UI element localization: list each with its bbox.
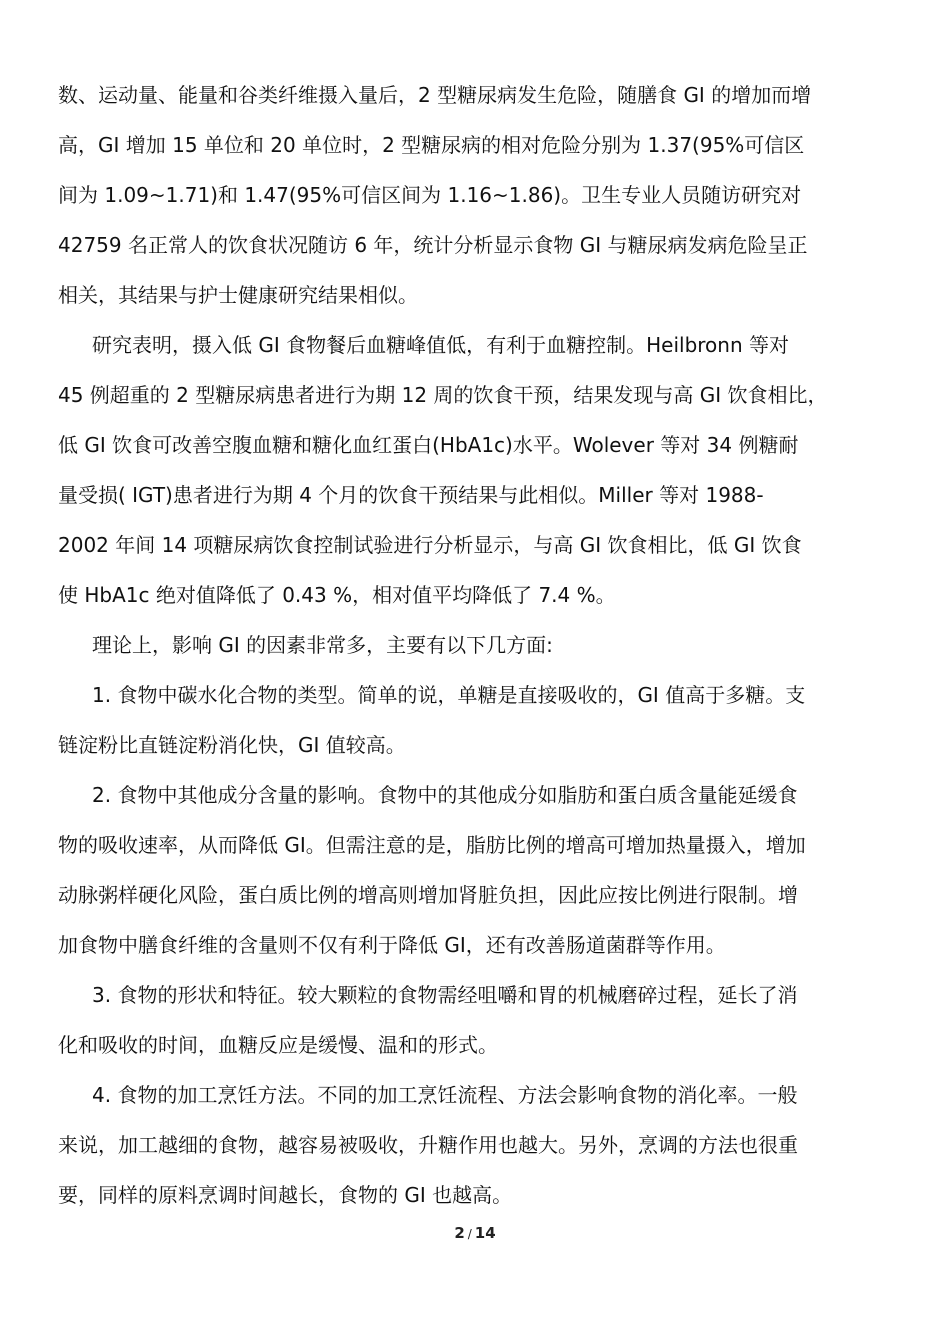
text-line: 研究表明，摄入低 GI 食物餐后血糖峰值低，有利于血糖控制。Heilbronn 等对 (92, 333, 789, 357)
text-line: 使 HbA1c 绝对值降低了 0.43 %，相对值平均降低了 7.4 %。 (58, 583, 616, 607)
page-number (0, 1224, 950, 1242)
current-page-number: 2 (454, 1224, 465, 1242)
paragraph (58, 70, 900, 320)
text-line: 45 例超重的 2 型糖尿病患者进行为期 12 周的饮食干预，结果发现与高 GI 饮食相比， (58, 383, 828, 407)
text-line: 2. 食物中其他成分含量的影响。食物中的其他成分如脂肪和蛋白质含量能延缓食 (92, 783, 798, 807)
list-item (58, 670, 900, 770)
text-line: 加食物中膳食纤维的含量则不仅有利于降低 GI，还有改善肠道菌群等作用。 (58, 933, 726, 957)
text-line: 量受损( IGT)患者进行为期 4 个月的饮食干预结果与此相似。Miller 等对 1988- (58, 483, 764, 507)
total-pages: 14 (474, 1224, 496, 1242)
text-line: 高，GI 增加 15 单位和 20 单位时，2 型糖尿病的相对危险分别为 1.37(95%可信区 (58, 133, 805, 157)
text-line: 2002 年间 14 项糖尿病饮食控制试验进行分析显示，与高 GI 饮食相比，低 GI 饮食 (58, 533, 802, 557)
text-line: 动脉粥样硬化风险，蛋白质比例的增高则增加肾脏负担，因此应按比例进行限制。增 (58, 883, 798, 907)
text-line: 间为 1.09~1.71)和 1.47(95%可信区间为 1.16~1.86)。卫生专业人员随访研究对 (58, 183, 802, 207)
document-page (58, 70, 900, 1220)
paragraph (58, 620, 900, 670)
text-line: 化和吸收的时间，血糖反应是缓慢、温和的形式。 (58, 1033, 498, 1057)
page-separator: / (467, 1227, 472, 1241)
text-line: 42759 名正常人的饮食状况随访 6 年，统计分析显示食物 GI 与糖尿病发病危险呈正 (58, 233, 808, 257)
text-line: 4. 食物的加工烹饪方法。不同的加工烹饪流程、方法会影响食物的消化率。一般 (92, 1083, 798, 1107)
paragraph (58, 320, 900, 620)
text-line: 链淀粉比直链淀粉消化快，GI 值较高。 (58, 733, 406, 757)
text-line: 数、运动量、能量和谷类纤维摄入量后，2 型糖尿病发生危险，随膳食 GI 的增加而增 (58, 83, 812, 107)
text-line: 理论上，影响 GI 的因素非常多，主要有以下几方面: (92, 633, 553, 657)
text-line: 1. 食物中碳水化合物的类型。简单的说，单糖是直接吸收的，GI 值高于多糖。支 (92, 683, 806, 707)
list-item (58, 770, 900, 970)
text-line: 要，同样的原料烹调时间越长，食物的 GI 也越高。 (58, 1183, 513, 1207)
text-line: 相关，其结果与护士健康研究结果相似。 (58, 283, 418, 307)
text-line: 来说，加工越细的食物，越容易被吸收，升糖作用也越大。另外，烹调的方法也很重 (58, 1133, 798, 1157)
text-line: 低 GI 饮食可改善空腹血糖和糖化血红蛋白(HbA1c)水平。Wolever 等对 34 例糖耐 (58, 433, 799, 457)
text-line: 物的吸收速率，从而降低 GI。但需注意的是，脂肪比例的增高可增加热量摄入，增加 (58, 833, 806, 857)
list-item (58, 1070, 900, 1220)
list-item (58, 970, 900, 1070)
text-line: 3. 食物的形状和特征。较大颗粒的食物需经咀嚼和胃的机械磨碎过程，延长了消 (92, 983, 798, 1007)
